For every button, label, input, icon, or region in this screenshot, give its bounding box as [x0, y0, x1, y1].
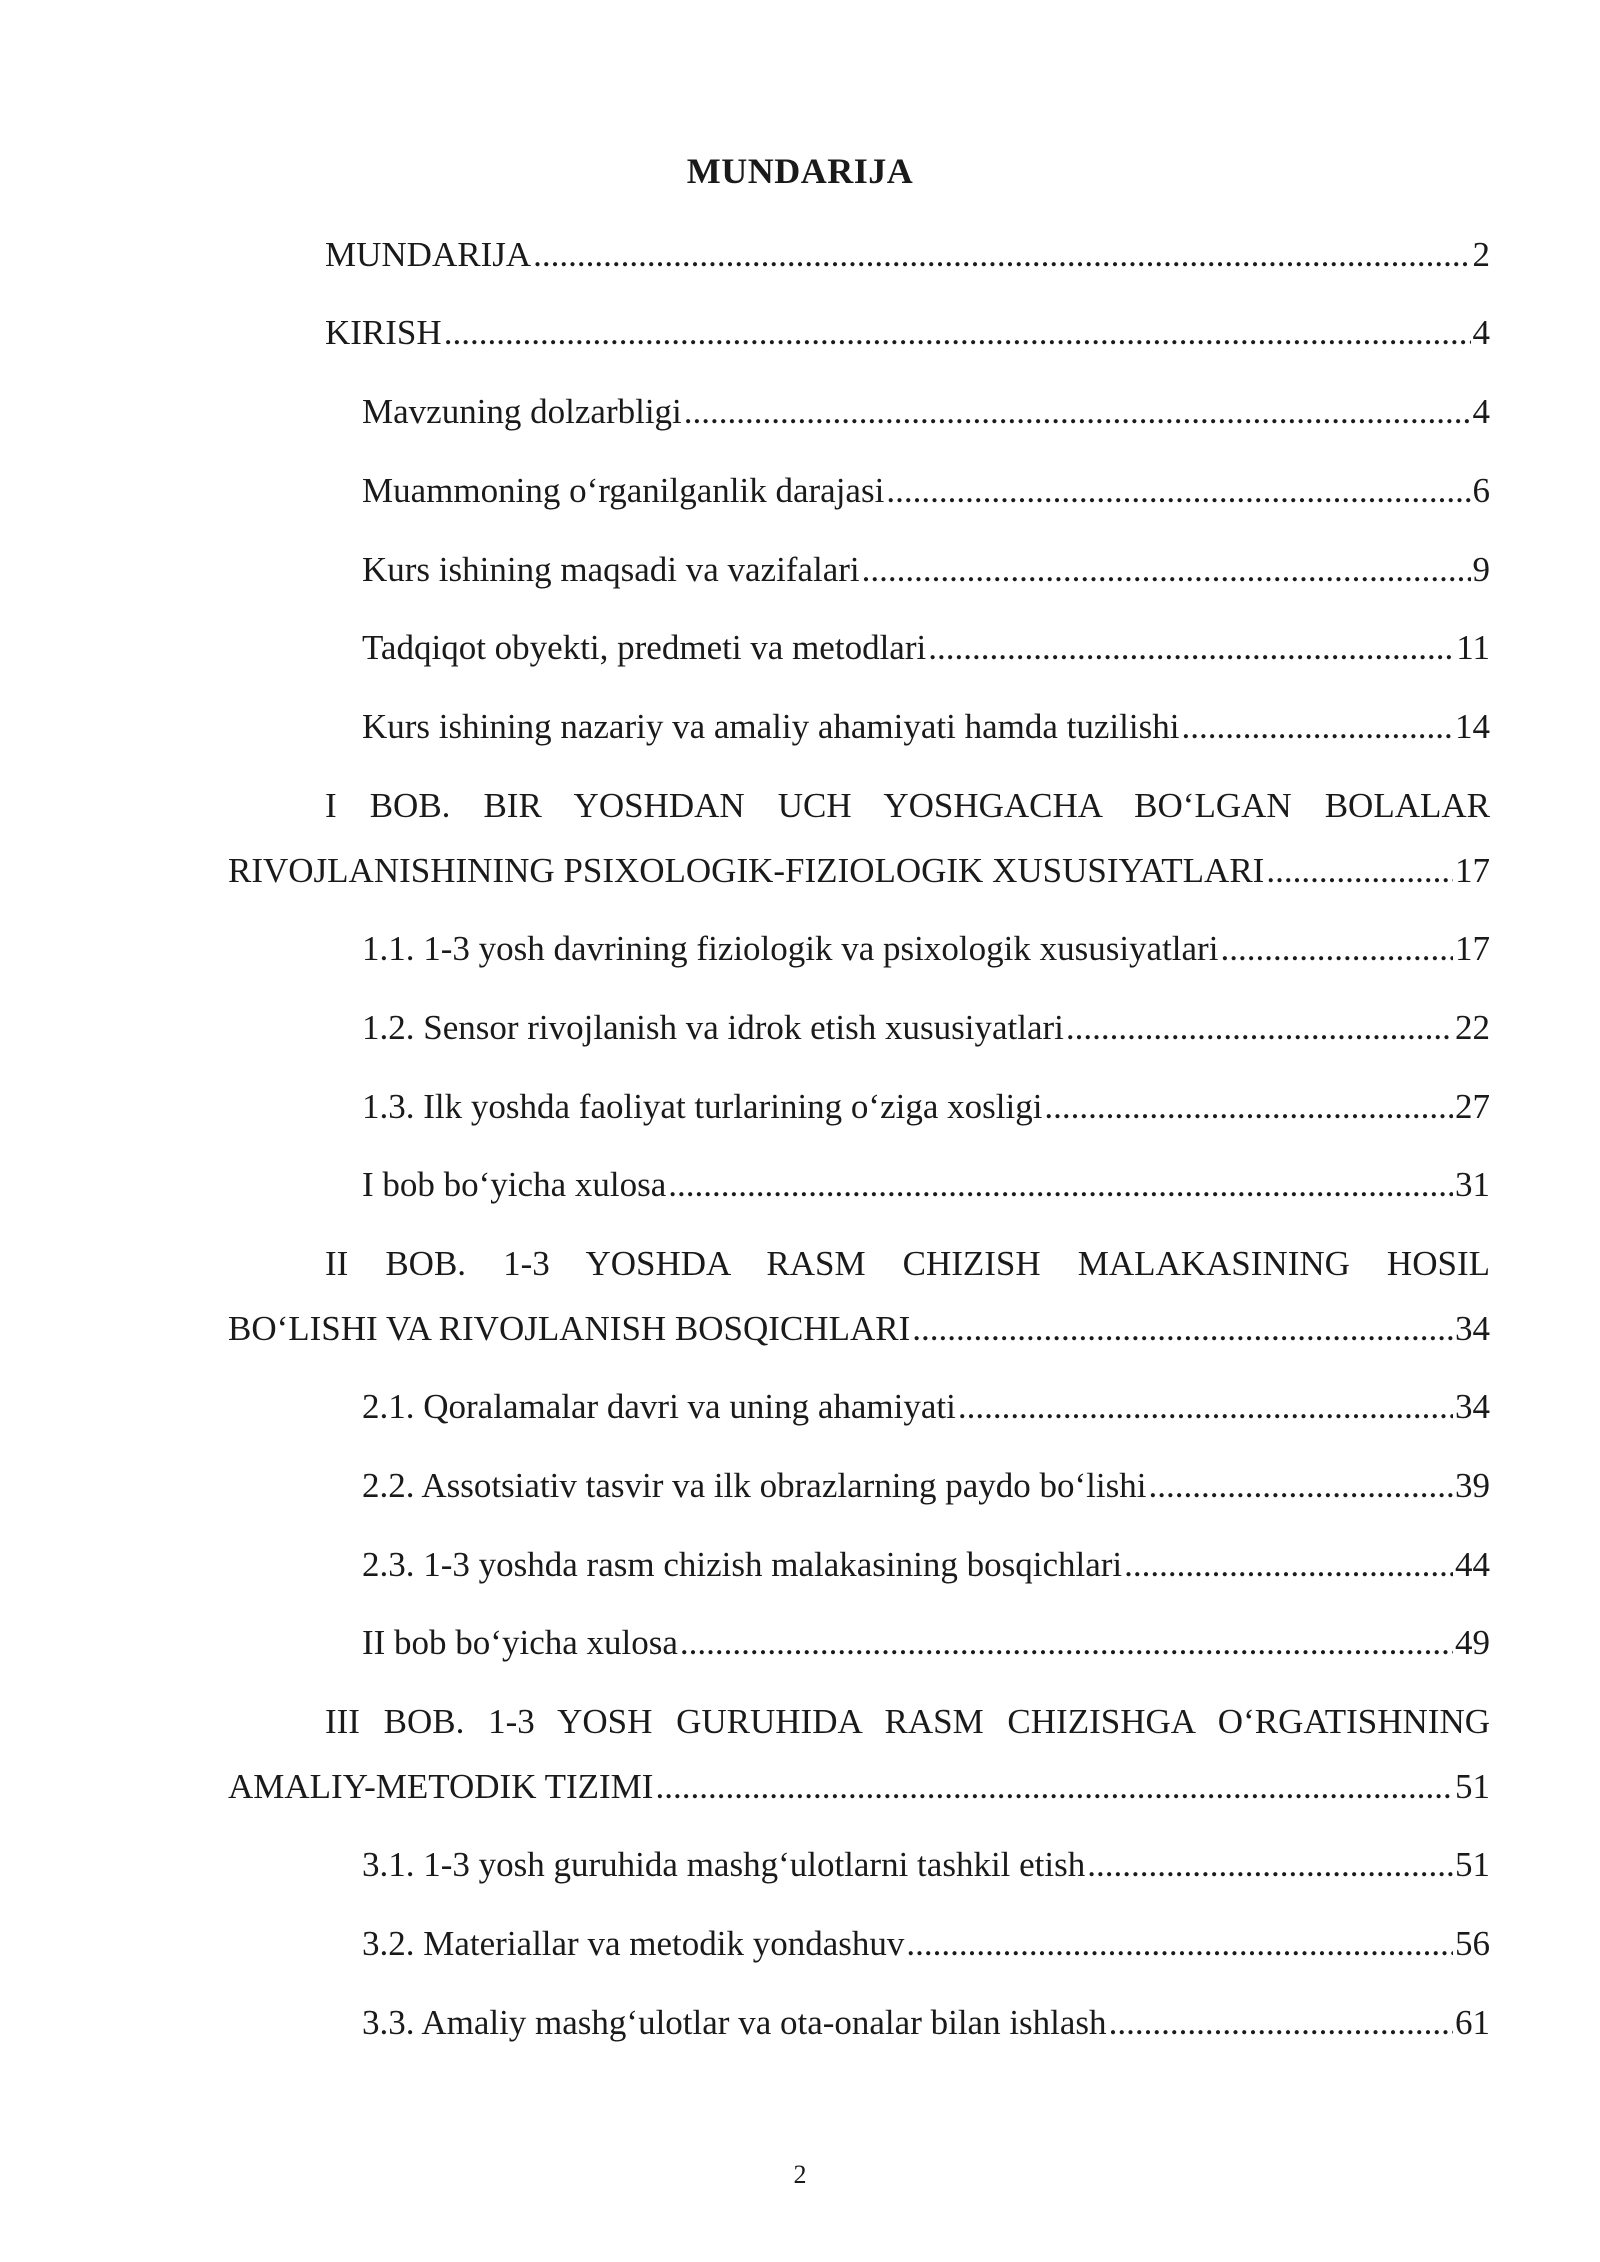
- toc-page-number: 6: [1472, 471, 1490, 510]
- toc-entry[interactable]: [362, 1540, 1490, 1590]
- toc-entry[interactable]: [362, 1003, 1490, 1053]
- toc-page-number: 56: [1455, 1924, 1490, 1963]
- leader-dots: [958, 1382, 1453, 1432]
- toc-page-number: 34: [1455, 1387, 1490, 1426]
- toc-entry-label: BO‘LISHI VA RIVOJLANISH BOSQICHLARI: [228, 1309, 911, 1348]
- toc-page-number: 4: [1472, 392, 1490, 431]
- toc-entry[interactable]: [228, 846, 1490, 896]
- page-title: MUNDARIJA: [686, 151, 914, 191]
- toc-entry-label: Kurs ishining nazariy va amaliy ahamiyati hamda tuzilishi: [362, 707, 1180, 746]
- toc-entry-label: 3.3. Amaliy mashg‘ulotlar va ota-onalar bilan ishlash: [362, 2003, 1107, 2042]
- toc-page-number: 11: [1456, 628, 1490, 667]
- toc-entry-label: 3.1. 1-3 yosh guruhida mashg‘ulotlarni tashkil etish: [362, 1845, 1086, 1884]
- toc-entry-label: Muammoning o‘rganilganlik darajasi: [362, 471, 885, 510]
- toc-entry-label: 1.3. Ilk yoshda faoliyat turlarining o‘ziga xosligi: [362, 1087, 1043, 1126]
- leader-dots: [1087, 1840, 1453, 1890]
- toc-entry-label: 1.2. Sensor rivojlanish va idrok etish xususiyatlari: [362, 1008, 1064, 1047]
- toc-page-number: 51: [1455, 1845, 1490, 1884]
- leader-dots: [886, 466, 1470, 516]
- toc-page-number: 17: [1455, 929, 1490, 968]
- toc-chapter-title-line1[interactable]: I BOB. BIR YOSHDAN UCH YOSHGACHA BO‘LGAN BOLALAR: [325, 786, 1490, 825]
- toc-entry[interactable]: [362, 1618, 1490, 1668]
- toc-entry-label: Tadqiqot obyekti, predmeti va metodlari: [362, 628, 927, 667]
- toc-entry-label: 2.3. 1-3 yoshda rasm chizish malakasining bosqichlari: [362, 1545, 1123, 1584]
- leader-dots: [444, 308, 1471, 358]
- toc-page-number: 22: [1455, 1008, 1490, 1047]
- toc-entry[interactable]: [362, 702, 1490, 752]
- leader-dots: [684, 387, 1471, 437]
- leader-dots: [680, 1618, 1453, 1668]
- toc-entry-label: Kurs ishining maqsadi va vazifalari: [362, 550, 860, 589]
- toc-entry[interactable]: [362, 1919, 1490, 1969]
- toc-entry-label: II bob bo‘yicha xulosa: [362, 1623, 678, 1662]
- toc-page-number: 51: [1455, 1767, 1490, 1806]
- toc-entry[interactable]: [362, 1840, 1490, 1890]
- toc-entry-label: 2.2. Assotsiativ tasvir va ilk obrazlarning paydo bo‘lishi: [362, 1466, 1147, 1505]
- toc-page-number: 49: [1455, 1623, 1490, 1662]
- toc-entry[interactable]: [228, 1762, 1490, 1812]
- toc-page-number: 27: [1455, 1087, 1490, 1126]
- toc-entry-label: 2.1. Qoralamalar davri va uning ahamiyati: [362, 1387, 956, 1426]
- toc-page-number: 4: [1472, 313, 1490, 352]
- toc-page-number: 34: [1455, 1309, 1490, 1348]
- toc-chapter-title-line1[interactable]: II BOB. 1-3 YOSHDA RASM CHIZISH MALAKASINING HOSIL: [325, 1244, 1490, 1283]
- leader-dots: [655, 1762, 1453, 1812]
- toc-page-number: 17: [1455, 851, 1490, 890]
- footer-page-number: 2: [793, 2160, 807, 2189]
- toc-entry[interactable]: [325, 308, 1490, 358]
- leader-dots: [1066, 1003, 1453, 1053]
- toc-entry[interactable]: [362, 466, 1490, 516]
- toc-entry[interactable]: [362, 1082, 1490, 1132]
- toc-entry[interactable]: [362, 924, 1490, 974]
- leader-dots: [533, 230, 1470, 280]
- leader-dots: [912, 1304, 1453, 1354]
- toc-entry[interactable]: [362, 1998, 1490, 2048]
- toc-entry-label: KIRISH: [325, 313, 442, 352]
- toc-entry[interactable]: [362, 387, 1490, 437]
- toc-entry[interactable]: [228, 1304, 1490, 1354]
- toc-entry-label: 3.2. Materiallar va metodik yondashuv: [362, 1924, 905, 1963]
- toc-entry-label: MUNDARIJA: [325, 235, 532, 274]
- leader-dots: [668, 1160, 1453, 1210]
- toc-entry[interactable]: [362, 1160, 1490, 1210]
- toc-page-number: 61: [1455, 2003, 1490, 2042]
- leader-dots: [1148, 1461, 1453, 1511]
- toc-entry-label: RIVOJLANISHINING PSIXOLOGIK-FIZIOLOGIK XUSUSIYATLARI: [228, 851, 1265, 890]
- leader-dots: [1181, 702, 1453, 752]
- toc-entry-label: 1.1. 1-3 yosh davrining fiziologik va psixologik xususiyatlari: [362, 929, 1219, 968]
- toc-entry-label: I bob bo‘yicha xulosa: [362, 1165, 667, 1204]
- toc-entry-label: Mavzuning dolzarbligi: [362, 392, 682, 431]
- toc-page-number: 9: [1472, 550, 1490, 589]
- leader-dots: [1266, 846, 1453, 896]
- leader-dots: [928, 623, 1454, 673]
- leader-dots: [1220, 924, 1453, 974]
- leader-dots: [862, 545, 1471, 595]
- toc-entry[interactable]: [362, 1382, 1490, 1432]
- leader-dots: [1044, 1082, 1453, 1132]
- leader-dots: [1109, 1998, 1453, 2048]
- toc-entry[interactable]: [362, 1461, 1490, 1511]
- toc-entry[interactable]: [362, 623, 1490, 673]
- toc-page-number: 14: [1455, 707, 1490, 746]
- toc-entry[interactable]: [362, 545, 1490, 595]
- leader-dots: [1124, 1540, 1453, 1590]
- toc-page-number: 2: [1472, 235, 1490, 274]
- toc-page-number: 31: [1455, 1165, 1490, 1204]
- toc-entry[interactable]: [325, 230, 1490, 280]
- toc-page-number: 44: [1455, 1545, 1490, 1584]
- toc-entry-label: AMALIY-METODIK TIZIMI: [228, 1767, 654, 1806]
- leader-dots: [906, 1919, 1453, 1969]
- toc-page-number: 39: [1455, 1466, 1490, 1505]
- toc-chapter-title-line1[interactable]: III BOB. 1-3 YOSH GURUHIDA RASM CHIZISHGA O‘RGATISHNING: [325, 1702, 1490, 1741]
